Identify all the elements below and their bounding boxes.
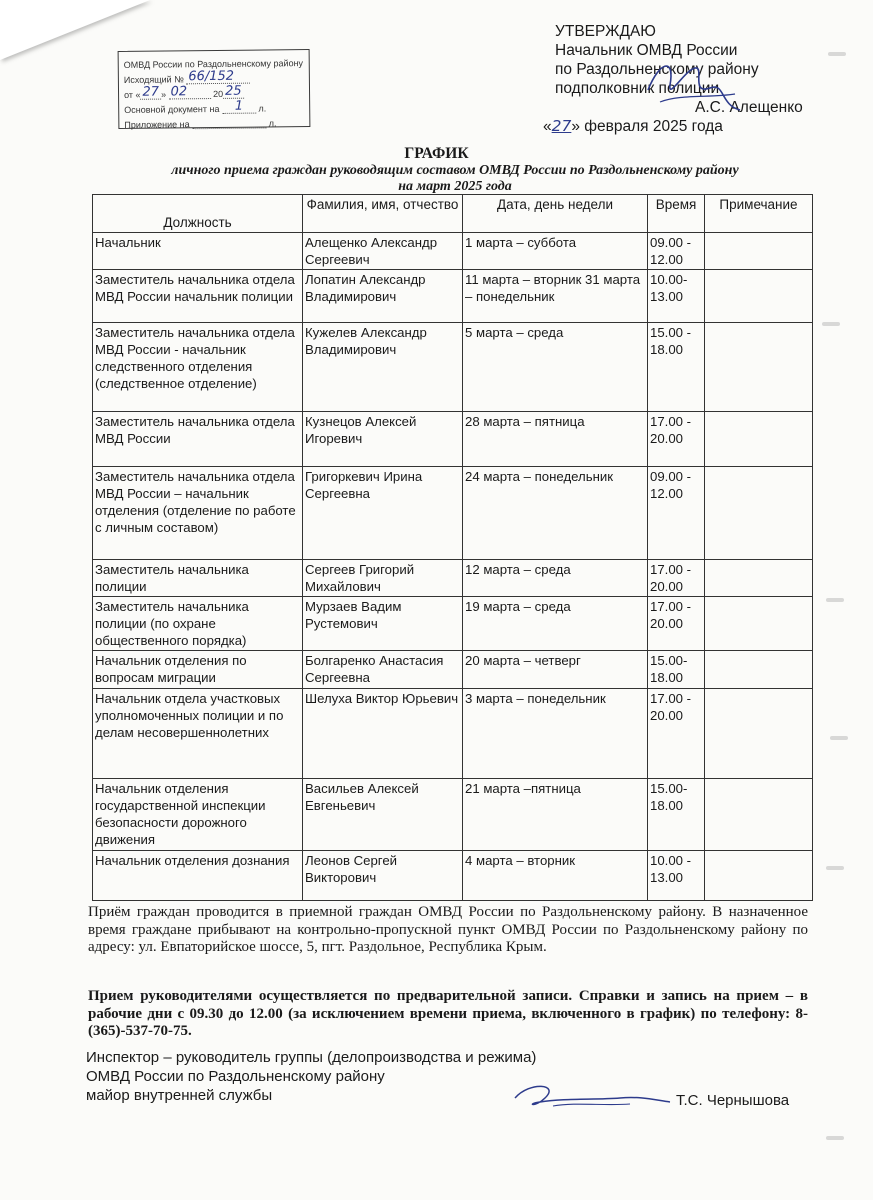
cell-note [705,779,813,851]
stamp-org: ОМВД России по Раздольненскому району [123,58,304,70]
cell-time: 09.00 - 12.00 [648,233,705,270]
column-header-note: Примечание [705,195,813,233]
appointment-info-paragraph: Прием руководителями осуществляется по предварительной записи. Справки и запись на прием – в рабочие дни с 09.30 до 12.00 (за исключением времени приема, включенного в график) по телефону: 8-(365)-537-70-75. [88,988,808,1039]
cell-note [705,323,813,412]
stamp-basedoc-label: Основной документ на [124,103,220,115]
footer-rank: майор внутренней службы [86,1087,273,1104]
footer-signature [505,1076,675,1126]
stamp-mid: » [160,89,167,100]
stamp-day: 27 [142,84,160,100]
stamp-year-prefix: 20 [213,88,224,100]
approval-date-rest: » февраля 2025 года [571,118,723,135]
cell-note [705,233,813,270]
table-header-row [93,195,813,233]
cell-note [705,597,813,651]
footer-position-line2: ОМВД России по Раздольненскому району [86,1068,385,1085]
stamp-sheets-label: л. [258,103,267,114]
cell-name: Мурзаев Вадим Рустемович [303,597,463,651]
cell-time: 15.00- 18.00 [648,651,705,689]
cell-note [705,851,813,901]
cell-time: 15.00- 18.00 [648,779,705,851]
cell-name: Васильев Алексей Евгеньевич [303,779,463,851]
approval-position-line1: Начальник ОМВД России [555,42,738,59]
stamp-outgoing-number: 66/152 [186,70,250,85]
cell-position: Заместитель начальника отдела МВД России начальник полиции [93,270,303,323]
cell-note [705,412,813,467]
cell-position: Начальник отдела участковых уполномоченных полиции и по делам несовершеннолетних [93,689,303,779]
cell-name: Лопатин Александр Владимирович [303,270,463,323]
table-row [93,689,813,779]
table-row [93,851,813,901]
table-row [93,597,813,651]
document-title: ГРАФИК [404,145,469,162]
cell-date: 3 марта – понедельник [463,689,648,779]
cell-name: Сергеев Григорий Михайлович [303,560,463,597]
cell-date: 20 марта – четверг [463,651,648,689]
cell-time: 17.00 - 20.00 [648,597,705,651]
reception-location-paragraph: Приём граждан проводится в приемной граждан ОМВД России по Раздольненскому району. В назначенное время граждане прибывают на контрольно-пропускной пункт ОМВД России по Раздольненскому району по адресу: ул. Евпаторийское шоссе, 5, пгт. Раздольное, Республика Крым. [88,904,808,955]
scan-speck [826,598,844,602]
approval-date-day: 27 [551,117,572,135]
approval-signature [640,50,750,120]
column-header-time: Время [648,195,705,233]
cell-time: 17.00 - 20.00 [648,689,705,779]
stamp-header [124,53,304,70]
cell-note [705,467,813,560]
cell-time: 09.00 - 12.00 [648,467,705,560]
cell-date: 28 марта – пятница [463,412,648,467]
cell-position: Заместитель начальника отдела МВД России [93,412,303,467]
cell-position: Заместитель начальника отдела МВД России - начальник следственного отделения (следственное отделение) [93,323,303,412]
stamp-from-label: от « [124,89,141,100]
scan-speck [826,866,844,870]
cell-name: Шелуха Виктор Юрьевич [303,689,463,779]
cell-date: 4 марта – вторник [463,851,648,901]
scan-speck [830,736,848,740]
cell-position: Начальник отделения дознания [93,851,303,901]
document-subtitle-line2: на март 2025 года [398,179,512,194]
column-header-name: Фамилия, имя, отчество [303,195,463,233]
cell-note [705,270,813,323]
cell-date: 5 марта – среда [463,323,648,412]
table-row [93,779,813,851]
cell-name: Болгаренко Анастасия Сергеевна [303,651,463,689]
approval-date-open: « [543,118,552,135]
cell-time: 17.00 - 20.00 [648,560,705,597]
document-subtitle-line1: личного приема граждан руководящим составом ОМВД России по Раздольненскому району [171,163,739,178]
cell-time: 10.00 - 13.00 [648,851,705,901]
cell-note [705,651,813,689]
cell-name: Кужелев Александр Владимирович [303,323,463,412]
cell-name: Алещенко Александр Сергеевич [303,233,463,270]
approval-name: А.С. Алещенко [695,99,803,116]
table-row [93,270,813,323]
scan-speck [826,1136,844,1140]
cell-date: 21 марта –пятница [463,779,648,851]
cell-position: Заместитель начальника полиции (по охране общественного порядка) [93,597,303,651]
cell-position: Начальник [93,233,303,270]
table-row [93,323,813,412]
stamp-attachment-pages [192,127,266,129]
cell-position: Начальник отделения по вопросам миграции [93,651,303,689]
cell-date: 19 марта – среда [463,597,648,651]
cell-position: Заместитель начальника полиции [93,560,303,597]
cell-name: Кузнецов Алексей Игоревич [303,412,463,467]
stamp-basedoc-pages: 1 [222,100,256,114]
stamp-attachment-sheets-label: л. [268,118,277,129]
table-row [93,467,813,560]
cell-time: 15.00 - 18.00 [648,323,705,412]
table-row [93,651,813,689]
cell-position: Начальник отделения государственной инспекции безопасности дорожного движения [93,779,303,851]
cell-name: Григоркевич Ирина Сергеевна [303,467,463,560]
approval-rank: подполковник полиции [555,80,720,97]
cell-date: 24 марта – понедельник [463,467,648,560]
cell-date: 11 марта – вторник 31 марта – понедельник [463,270,648,323]
cell-note [705,689,813,779]
footer-position-line1: Инспектор – руководитель группы (делопроизводства и режима) [86,1049,537,1066]
table-row [93,412,813,467]
stamp-attachment-row [124,113,304,130]
reception-schedule-table [92,194,813,901]
footer-name: Т.С. Чернышова [676,1092,790,1109]
stamp-year: 25 [224,83,242,99]
cell-time: 17.00 - 20.00 [648,412,705,467]
approval-heading: УТВЕРЖДАЮ [555,23,656,40]
scan-speck [822,322,840,326]
stamp-outgoing-label: Исходящий № [123,74,184,85]
table-row [93,233,813,270]
stamp-attachment-label: Приложение на [124,119,190,130]
document-subtitle [90,163,820,195]
column-header-date: Дата, день недели [463,195,648,233]
stamp-month: 02 [168,85,210,99]
cell-note [705,560,813,597]
column-header-position: Должность [93,195,303,233]
cell-date: 12 марта – среда [463,560,648,597]
table-row [93,560,813,597]
registration-stamp [118,49,311,129]
cell-name: Леонов Сергей Викторович [303,851,463,901]
cell-time: 10.00- 13.00 [648,270,705,323]
cell-position: Заместитель начальника отдела МВД России – начальник отделения (отделение по работе с личным составом) [93,467,303,560]
cell-date: 1 марта – суббота [463,233,648,270]
approval-position-line2: по Раздольненскому району [555,61,759,78]
